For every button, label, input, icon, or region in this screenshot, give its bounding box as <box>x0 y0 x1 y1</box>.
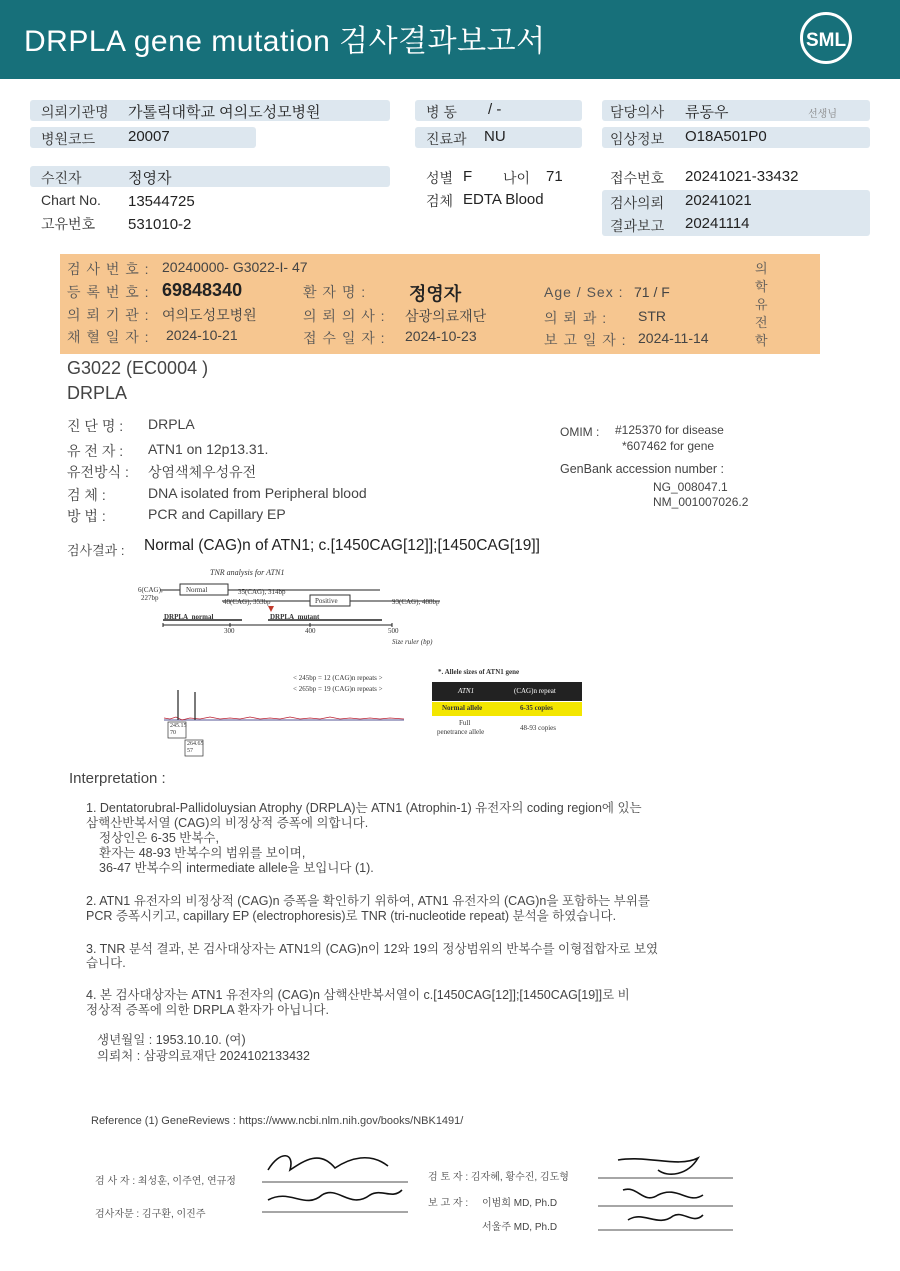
allele-row1-b: 6-35 copies <box>520 704 553 712</box>
tnr-drpla-mutant: DRPLA_mutant <box>270 613 320 621</box>
patient-row <box>30 166 390 187</box>
lab-doctor-value: 삼광의료재단 <box>405 308 487 324</box>
peak-2-height: 57 <box>187 748 193 754</box>
hospital-code-value: 20007 <box>128 128 170 145</box>
interp-p1-l1: 1. Dentatorubral-Pallidoluysian Atrophy (DRPLA)는 ATN1 (Atrophin-1) 유전자의 coding region에 있는 <box>86 801 642 815</box>
lab-dept-value: STR <box>638 308 666 324</box>
allele-row2-a1: Full <box>459 719 471 727</box>
client-info: 의뢰처 : 삼광의료재단 2024102133432 <box>97 1049 310 1063</box>
inherit-value: 상염색체우성유전 <box>148 464 257 480</box>
tnr-normal-label: Normal <box>186 586 208 594</box>
tnr-ruler: Size ruler (bp) <box>392 638 433 646</box>
specimen-label: 검체 <box>426 193 454 209</box>
ward-label: 병 동 <box>426 104 457 120</box>
specimen-detail-label: 검 체 : <box>67 487 106 503</box>
age-label: 나이 <box>503 170 531 186</box>
peak-1-size: 245.15 <box>170 723 187 729</box>
interp-p1-l5: 36-47 반복수의 intermediate allele을 보입니다 (1). <box>99 861 374 875</box>
test-code: G3022 (EC0004 ) <box>67 358 209 378</box>
hospital-code-label: 병원코드 <box>41 131 96 147</box>
omim-gene: *607462 for gene <box>622 439 715 453</box>
patient-value: 정영자 <box>128 170 172 187</box>
ward-value: / - <box>488 101 502 118</box>
chart-label: Chart No. <box>41 192 101 208</box>
tnr-tick-300: 300 <box>224 627 235 635</box>
diag-label: 진 단 명 : <box>67 418 124 434</box>
interp-p1-l3: 정상인은 6-35 반복수, <box>99 831 219 845</box>
sex-value: F <box>463 168 473 185</box>
allele-row1-a: Normal allele <box>442 704 483 712</box>
report-date-value: 20241114 <box>685 215 750 232</box>
patient-label: 수진자 <box>41 170 82 186</box>
peak-legend-2: < 265bp = 19 (CAG)n repeats > <box>293 685 383 693</box>
tnr-cag6: 6(CAG), <box>138 586 163 594</box>
lab-report-value: 2024-11-14 <box>638 330 709 346</box>
genbank-label: GenBank accession number : <box>560 462 724 476</box>
report-title: DRPLA gene mutation 검사결과보고서 <box>24 25 546 58</box>
tnr-227bp: 227bp <box>141 594 159 602</box>
lab-side-char-1: 의 <box>755 261 768 276</box>
age-value: 71 <box>546 168 563 185</box>
result-value: Normal (CAG)n of ATN1; c.[1450CAG[12]];[1450CAG[19]] <box>144 537 540 554</box>
reporter-1: 이범희 MD, Ph.D <box>482 1198 558 1209</box>
allele-table-title: *. Allele sizes of ATN1 gene <box>438 668 520 676</box>
tnr-drpla-normal: DRPLA_normal <box>164 613 214 621</box>
test-name: DRPLA <box>67 383 128 403</box>
lab-side-char-2: 학 <box>755 279 768 294</box>
diag-value: DRPLA <box>148 416 195 432</box>
institution-value: 가톨릭대학교 여의도성모병원 <box>128 104 321 121</box>
sml-logo: SML <box>800 12 852 64</box>
lab-patient-label: 환 자 명 : <box>303 284 367 300</box>
reference: Reference (1) GeneReviews : https://www.ncbi.nlm.nih.gov/books/NBK1491/ <box>91 1115 464 1127</box>
lab-doctor-label: 의 뢰 의 사 : <box>303 308 386 324</box>
interp-p1-l4: 환자는 48-93 반복수의 범위를 보이며, <box>99 846 306 860</box>
lab-test-no-value: 20240000- G3022-I- 47 <box>162 259 308 275</box>
interp-p3-l1: 3. TNR 분석 결과, 본 검사대상자는 ATN1의 (CAG)n이 12와 19의 정상범위의 반복수를 이형접합자로 보였 <box>86 942 659 956</box>
request-value: 20241021 <box>685 192 752 209</box>
clinical-value: O18A501P0 <box>685 128 767 145</box>
gene-value: ATN1 on 12p13.31. <box>148 441 269 457</box>
marker-triangle <box>268 606 274 612</box>
lab-age-sex-label: Age / Sex : <box>544 284 624 300</box>
interp-p1-l2: 삼핵산반복서열 (CAG)의 비정상적 증폭에 의합니다. <box>86 816 369 830</box>
doctor-label: 담당의사 <box>610 104 665 120</box>
lab-inst-value: 여의도성모병원 <box>162 307 257 323</box>
interp-p3-l2: 습니다. <box>86 956 126 970</box>
receipt-label: 접수번호 <box>610 170 665 186</box>
lab-reg-no-value: 69848340 <box>162 280 243 300</box>
lab-recv-value: 2024-10-23 <box>405 328 477 344</box>
tnr-cag35: 35(CAG), 314bp <box>238 588 286 596</box>
lab-side-char-5: 학 <box>755 333 768 348</box>
lab-dept-label: 의 뢰 과 : <box>544 310 608 326</box>
genbank-2: NM_001007026.2 <box>653 495 749 509</box>
lab-age-sex-value: 71 / F <box>634 284 670 300</box>
omim-label: OMIM : <box>560 425 600 439</box>
gene-label: 유 전 자 : <box>67 443 124 459</box>
lab-side-char-3: 유 <box>755 297 768 312</box>
allele-table-header <box>432 682 582 701</box>
lab-recv-label: 접 수 일 자 : <box>303 330 386 346</box>
specimen-value: EDTA Blood <box>463 191 544 208</box>
allele-col-1: ATN1 <box>458 687 475 695</box>
interp-p2-l1: 2. ATN1 유전자의 비정상적 (CAG)n 증폭을 확인하기 위하여, ATN1 유전자의 (CAG)n을 포함하는 부위를 <box>86 894 650 908</box>
peak-1-height: 70 <box>170 730 176 736</box>
birth-date: 생년월일 : 1953.10.10. (여) <box>97 1033 246 1047</box>
chart-value: 13544725 <box>128 193 195 210</box>
tnr-cag48: 48(CAG), 353bp <box>223 598 271 606</box>
tester-signatures <box>260 1140 410 1225</box>
reporter-label: 보 고 자 : <box>428 1198 469 1209</box>
lab-reg-no-label: 등 록 번 호 : <box>67 284 150 300</box>
lab-patient-value: 정영자 <box>409 284 462 304</box>
inherit-label: 유전방식 : <box>67 464 129 480</box>
reviewers: 검 토 자 : 김자혜, 황수진, 김도형 <box>428 1172 569 1183</box>
dept-label: 진료과 <box>426 131 467 147</box>
specimen-detail-value: DNA isolated from Peripheral blood <box>148 485 367 501</box>
request-label: 검사의뢰 <box>610 195 665 211</box>
interp-p4-l1: 4. 본 검사대상자는 ATN1 유전자의 (CAG)n 삼핵산반복서열이 c.[1450CAG[12]];[1450CAG[19]]로 비 <box>86 988 630 1002</box>
method-label: 방 법 : <box>67 508 106 524</box>
allele-row2-a2: penetrance allele <box>437 728 485 736</box>
lab-side-char-4: 전 <box>755 315 768 330</box>
lab-draw-label: 채 혈 일 자 : <box>67 329 150 345</box>
interp-p4-l2: 정상적 증폭에 의한 DRPLA 환자가 아닙니다. <box>86 1003 329 1017</box>
tnr-tick-500: 500 <box>388 627 399 635</box>
lab-report-label: 보 고 일 자 : <box>544 332 627 348</box>
tnr-cag93: 93(CAG), 488bp <box>392 598 440 606</box>
allele-table <box>432 682 582 740</box>
peak-2-size: 264.65 <box>187 741 204 747</box>
dept-value: NU <box>484 128 506 145</box>
doctor-value: 류동우 <box>685 104 729 121</box>
unique-value: 531010-2 <box>128 216 192 233</box>
result-label: 검사결과 : <box>67 543 125 558</box>
doctor-suffix: 선생님 <box>808 109 837 120</box>
peak-legend-1: < 245bp = 12 (CAG)n repeats > <box>293 674 383 682</box>
reviewer-signatures <box>598 1150 738 1235</box>
reporter-2: 서울주 MD, Ph.D <box>482 1222 558 1233</box>
institution-label: 의뢰기관명 <box>41 104 109 120</box>
omim-disease: #125370 for disease <box>615 423 724 437</box>
lab-test-no-label: 검 사 번 호 : <box>67 261 150 277</box>
interp-p2-l2: PCR 증폭시키고, capillary EP (electrophoresis)로 TNR (tri-nucleotide repeat) 분석을 하였습니다. <box>86 909 617 923</box>
tnr-positive-label: Positive <box>315 597 338 605</box>
clinical-label: 임상정보 <box>610 131 665 147</box>
receipt-value: 20241021-33432 <box>685 168 799 185</box>
unique-label: 고유번호 <box>41 216 96 232</box>
allele-col-2: (CAG)n repeat <box>514 687 556 695</box>
advisors: 검사자문 : 김구환, 이진주 <box>95 1209 206 1220</box>
testers: 검 사 자 : 최성훈, 이주연, 연규정 <box>95 1176 236 1187</box>
tnr-tick-400: 400 <box>305 627 316 635</box>
lab-draw-value: 2024-10-21 <box>166 327 238 343</box>
method-value: PCR and Capillary EP <box>148 506 286 522</box>
sex-label: 성별 <box>426 170 454 186</box>
allele-row2-b: 48-93 copies <box>520 724 556 732</box>
tnr-title: TNR analysis for ATN1 <box>210 568 285 577</box>
report-date-label: 결과보고 <box>610 218 665 234</box>
lab-inst-label: 의 뢰 기 관 : <box>67 307 150 323</box>
interpretation-title: Interpretation : <box>69 770 166 787</box>
genbank-1: NG_008047.1 <box>653 480 728 494</box>
